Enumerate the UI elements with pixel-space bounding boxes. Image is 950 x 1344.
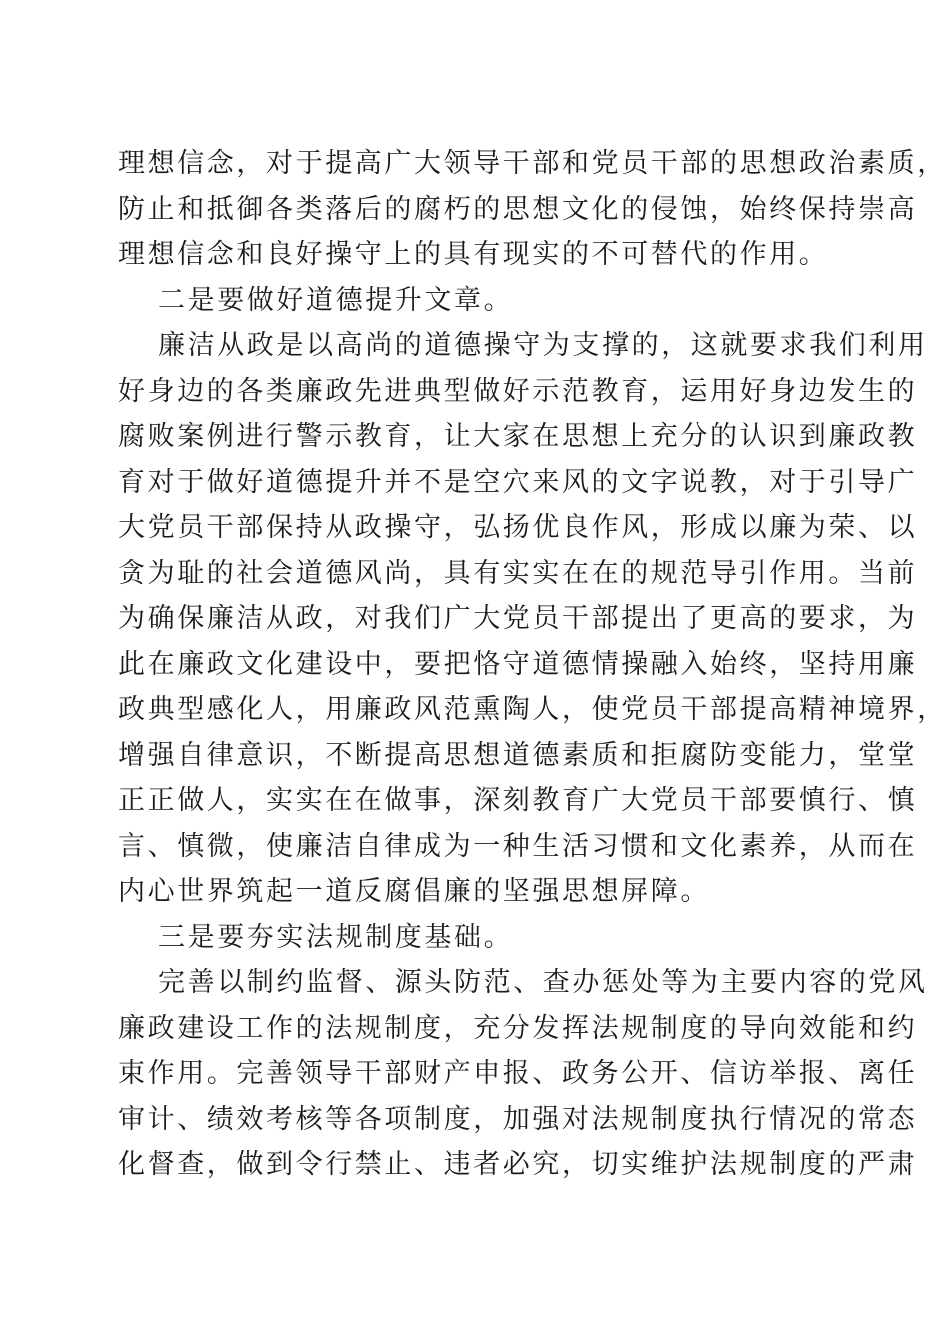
text-line: 廉政建设工作的法规制度，充分发挥法规制度的导向效能和约	[118, 1012, 918, 1044]
text-line: 理想信念，对于提高广大领导干部和党员干部的思想政治素质，	[118, 148, 947, 179]
text-line: 防止和抵御各类落后的腐朽的思想文化的侵蚀，始终保持崇高	[118, 193, 918, 225]
text-line: 言、慎微，使廉洁自律成为一种生活习惯和文化素养，从而在	[118, 830, 918, 862]
section-heading-moral	[118, 278, 832, 324]
paragraph-regulations	[118, 960, 928, 1188]
text-line: 化督查，做到令行禁止、违者必究，切实维护法规制度的严肃	[118, 1149, 918, 1180]
text-line: 廉洁从政是以高尚的道德操守为支撑的，这就要求我们利用	[158, 330, 928, 361]
text-line: 审计、绩效考核等各项制度，加强对法规制度执行情况的常态	[118, 1103, 918, 1135]
paragraph-moral	[118, 323, 947, 915]
text-line: 此在廉政文化建设中，要把恪守道德情操融入始终，坚持用廉	[118, 648, 918, 680]
text-line: 政典型感化人，用廉政风范熏陶人，使党员干部提高精神境界，	[118, 694, 947, 725]
section-heading-regulations	[118, 915, 832, 961]
paragraph-continuation	[118, 141, 947, 278]
text-line: 完善以制约监督、源头防范、查办惩处等为主要内容的党风	[158, 967, 928, 998]
heading-text: 三是要夯实法规制度基础。	[158, 921, 514, 953]
text-line: 大党员干部保持从政操守，弘扬优良作风，形成以廉为荣、以	[118, 512, 918, 543]
document-body	[118, 141, 947, 1188]
text-line: 正正做人，实实在在做事，深刻教育广大党员干部要慎行、慎	[118, 785, 918, 816]
text-line: 腐败案例进行警示教育，让大家在思想上充分的认识到廉政教	[118, 421, 918, 452]
text-line: 好身边的各类廉政先进典型做好示范教育，运用好身边发生的	[118, 375, 918, 407]
text-line: 为确保廉洁从政，对我们广大党员干部提出了更高的要求，为	[118, 603, 918, 634]
text-line: 育对于做好道德提升并不是空穴来风的文字说教，对于引导广	[118, 466, 918, 498]
text-line: 增强自律意识，不断提高思想道德素质和拒腐防变能力，堂堂	[118, 739, 918, 771]
text-line: 内心世界筑起一道反腐倡廉的坚强思想屏障。	[118, 876, 710, 907]
heading-text: 二是要做好道德提升文章。	[158, 284, 514, 316]
text-line: 束作用。完善领导干部财产申报、政务公开、信访举报、离任	[118, 1058, 918, 1089]
text-line: 贪为耻的社会道德风尚，具有实实在在的规范导引作用。当前	[118, 557, 918, 589]
text-line: 理想信念和良好操守上的具有现实的不可替代的作用。	[118, 239, 829, 270]
